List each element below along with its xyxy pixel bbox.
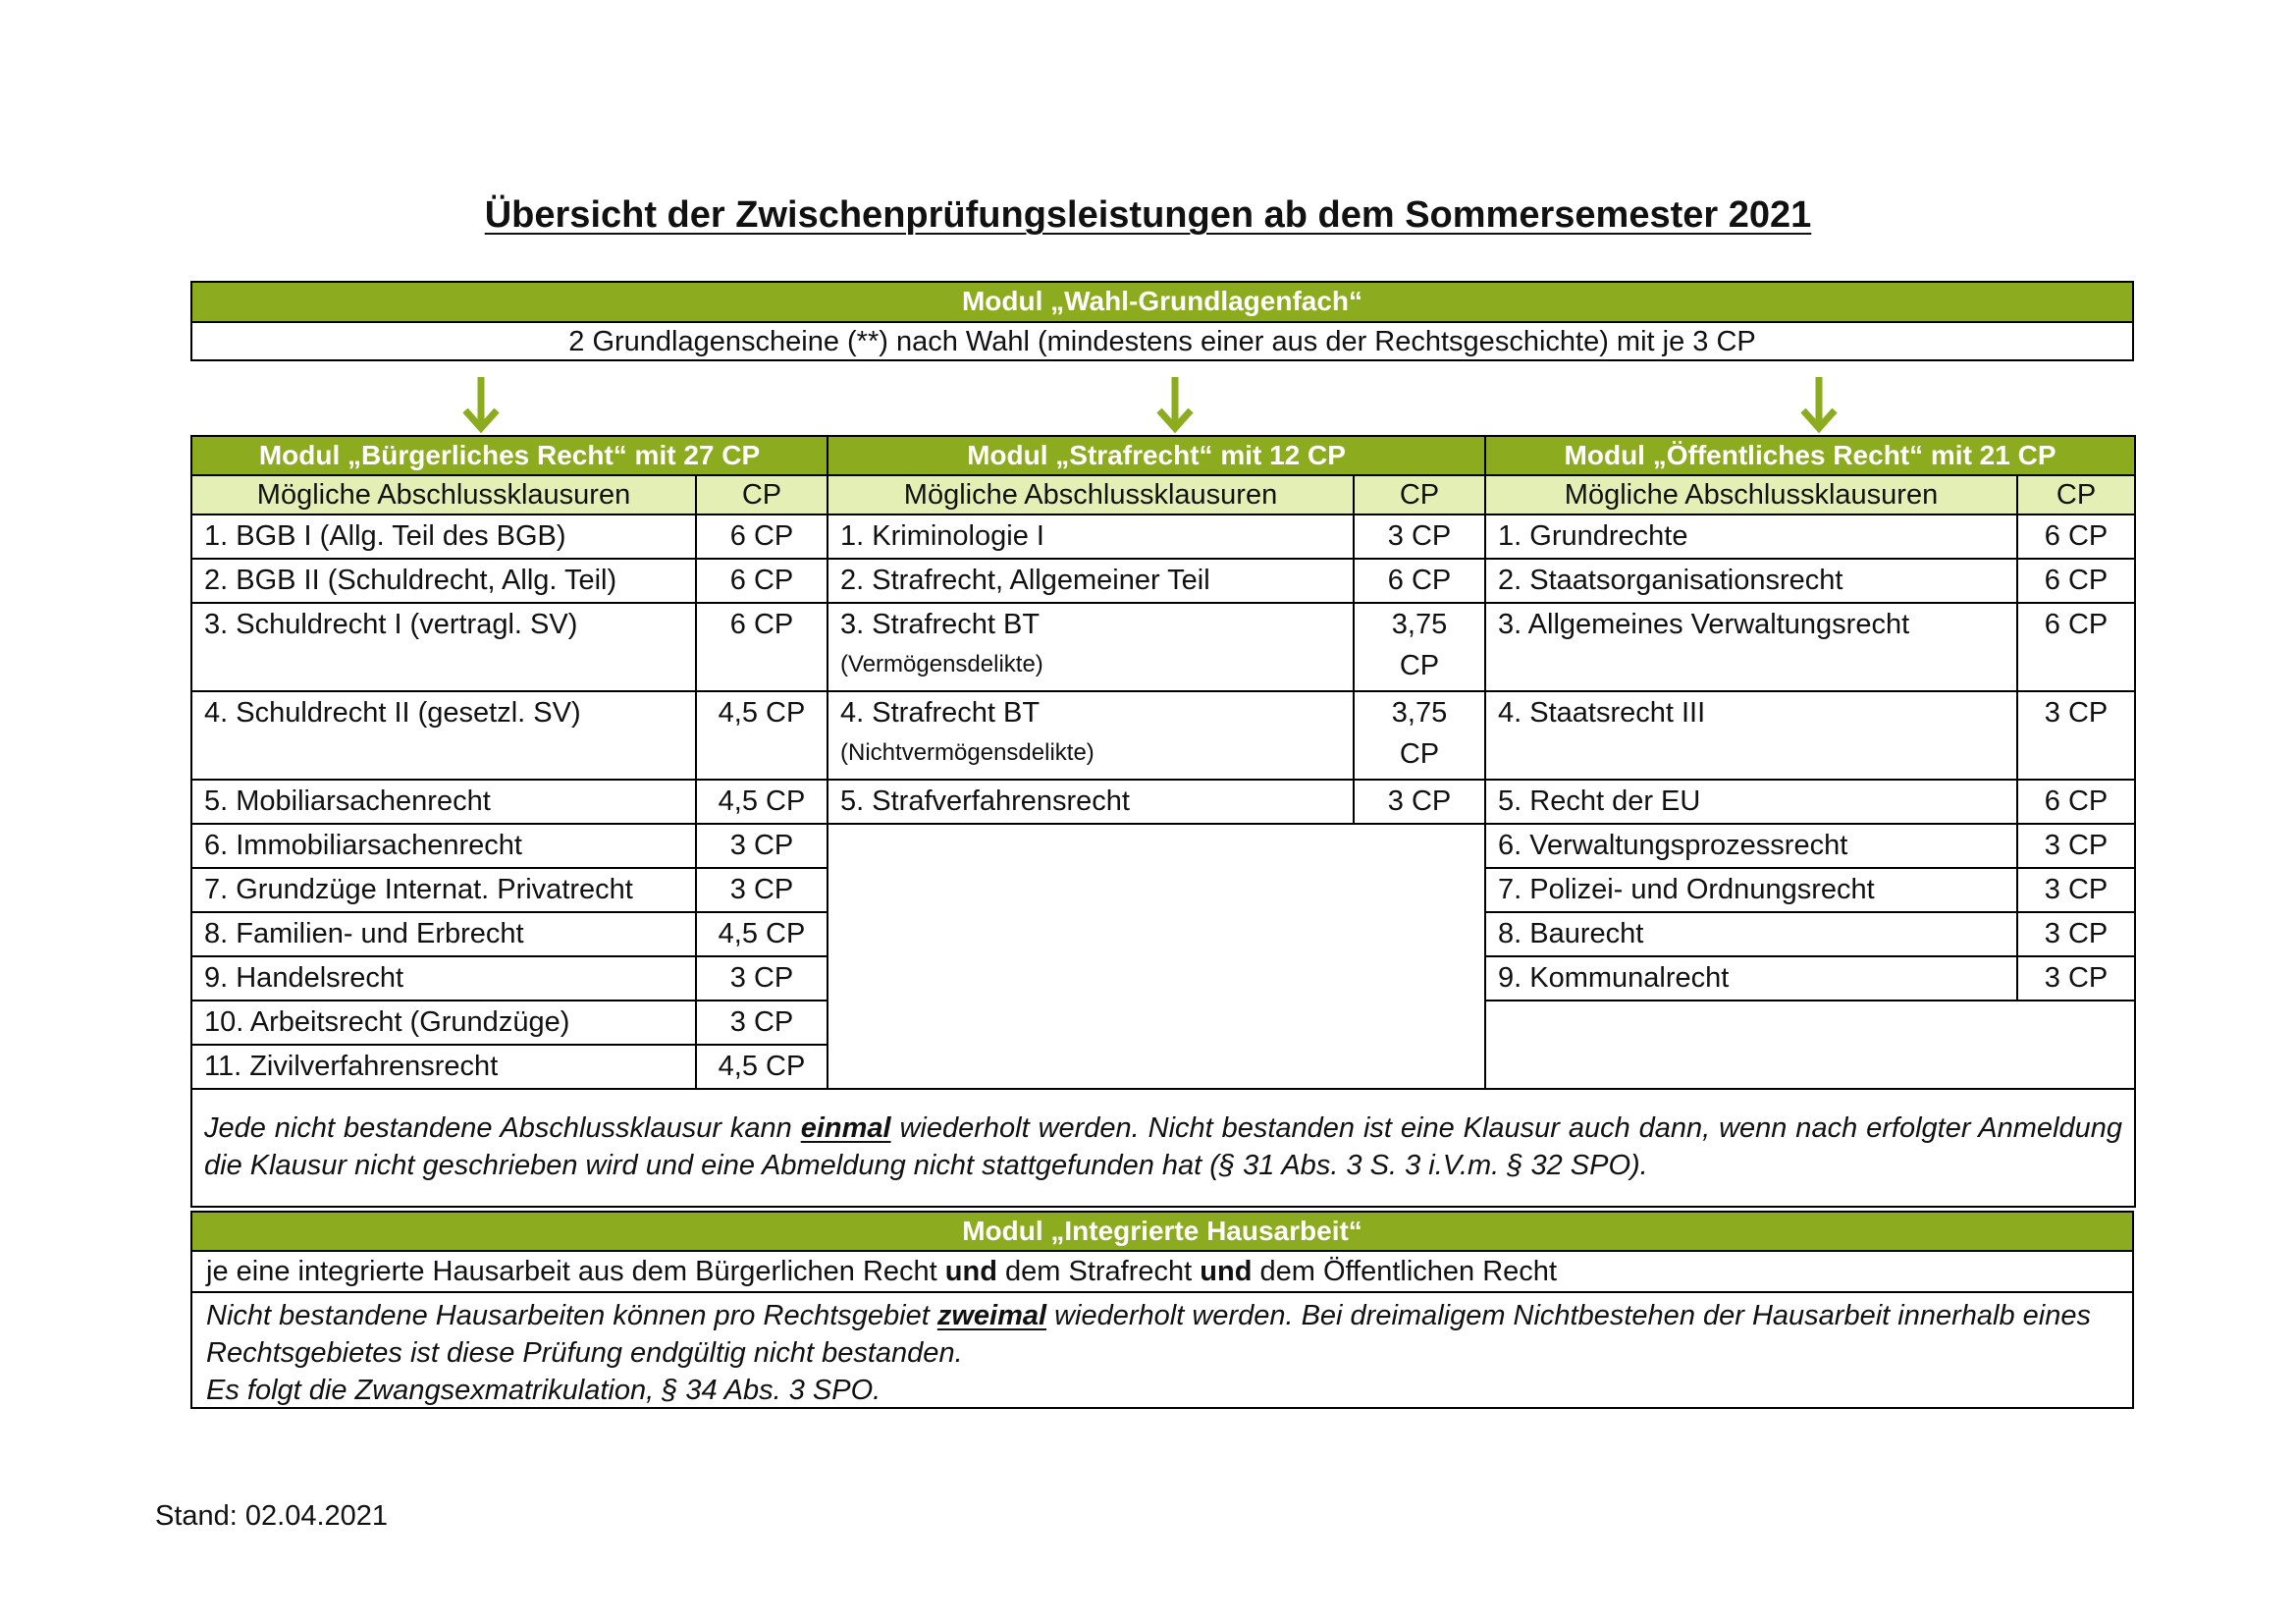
klausur-name: 3. Strafrecht BT (840, 609, 1041, 640)
klausur-cp: 3 CP (696, 868, 828, 912)
column-header-cp: CP (696, 475, 828, 514)
klausur-name: 1. Kriminologie I (828, 514, 1354, 559)
column-header-cp: CP (2017, 475, 2135, 514)
klausur-name-with-sub (828, 691, 1354, 780)
hausarbeit-note-text: Nicht bestandene Hausarbeiten können pro Rechtsgebiet (206, 1300, 937, 1331)
klausur-cp: 3 CP (1354, 514, 1485, 559)
hausarbeit-note-paragraph (206, 1297, 2118, 1372)
klausur-name: 6. Immobiliarsachenrecht (191, 824, 696, 868)
klausur-cp: 3 CP (1354, 780, 1485, 824)
klausur-cp: 6 CP (2017, 780, 2135, 824)
klausur-cp: 6 CP (696, 603, 828, 691)
repeat-note (191, 1089, 2135, 1207)
table-row (191, 603, 2135, 691)
arrow-down-icon (1155, 375, 1195, 434)
table-row (191, 824, 2135, 868)
klausur-cp: 4,5 CP (696, 1045, 828, 1089)
klausur-name: 2. Staatsorganisationsrecht (1485, 559, 2017, 603)
klausur-name: 1. Grundrechte (1485, 514, 2017, 559)
hausarbeit-text: dem Öffentlichen Recht (1252, 1256, 1557, 1287)
repeat-note-emphasis: einmal (800, 1112, 891, 1144)
klausur-name: 9. Kommunalrecht (1485, 956, 2017, 1001)
empty-cell (1485, 1001, 2135, 1089)
klausur-name: 11. Zivilverfahrensrecht (191, 1045, 696, 1089)
klausur-cp: 3 CP (2017, 868, 2135, 912)
klausur-name: 8. Baurecht (1485, 912, 2017, 956)
klausur-cp: 3 CP (696, 956, 828, 1001)
repeat-note-text: wiederholt werden. Nicht bestanden ist eine Klausur auch dann, wenn nach erfolgter Anmeldung die Klausur nicht geschrieben wird und eine Abmeldung nicht stattgefunden hat (§ 31 Abs. 3 S. 3 i.V.m. § 32 SPO). (204, 1112, 2123, 1181)
table-row (191, 559, 2135, 603)
klausur-name: 5. Recht der EU (1485, 780, 2017, 824)
stand-date: Stand: 02.04.2021 (155, 1500, 389, 1532)
modules-table (190, 435, 2136, 1208)
column-header-cp: CP (1354, 475, 1485, 514)
klausur-name: 2. Strafrecht, Allgemeiner Teil (828, 559, 1354, 603)
column-header-klausuren: Mögliche Abschlussklausuren (828, 475, 1354, 514)
hausarbeit-note-emphasis: zweimal (936, 1300, 1047, 1331)
klausur-name: 1. BGB I (Allg. Teil des BGB) (191, 514, 696, 559)
hausarbeit-note-line2: Es folgt die Zwangsexmatrikulation, § 34 Abs. 3 SPO. (206, 1375, 881, 1406)
module-header-strafrecht: Modul „Strafrecht“ mit 12 CP (828, 436, 1485, 475)
klausur-cp: 6 CP (2017, 559, 2135, 603)
klausur-cp: 6 CP (2017, 603, 2135, 691)
hausarbeit-module (190, 1211, 2134, 1409)
klausur-name: 9. Handelsrecht (191, 956, 696, 1001)
klausur-name: 5. Mobiliarsachenrecht (191, 780, 696, 824)
klausur-cp: 6 CP (696, 514, 828, 559)
klausur-cp: 3,75 CP (1354, 691, 1485, 780)
klausur-name: 10. Arbeitsrecht (Grundzüge) (191, 1001, 696, 1045)
klausur-cp: 4,5 CP (696, 691, 828, 780)
klausur-name: 2. BGB II (Schuldrecht, Allg. Teil) (191, 559, 696, 603)
page-title: Übersicht der Zwischenprüfungsleistungen ab dem Sommersemester 2021 (484, 194, 1812, 236)
klausur-name: 7. Polizei- und Ordnungsrecht (1485, 868, 2017, 912)
klausur-name: 8. Familien- und Erbrecht (191, 912, 696, 956)
klausur-name: 5. Strafverfahrensrecht (828, 780, 1354, 824)
hausarbeit-und: und (1200, 1256, 1253, 1287)
wahl-grundlagenfach-module (190, 281, 2134, 361)
klausur-cp: 6 CP (2017, 514, 2135, 559)
klausur-cp: 3,75 CP (1354, 603, 1485, 691)
table-row (191, 514, 2135, 559)
hausarbeit-text: je eine integrierte Hausarbeit aus dem Bürgerlichen Recht (206, 1256, 945, 1287)
arrow-down-icon (461, 375, 501, 434)
wahl-module-header: Modul „Wahl-Grundlagenfach“ (192, 283, 2132, 323)
klausur-name: 7. Grundzüge Internat. Privatrecht (191, 868, 696, 912)
klausur-cp: 3 CP (2017, 691, 2135, 780)
hausarbeit-note (192, 1293, 2132, 1415)
klausur-cp: 3 CP (696, 1001, 828, 1045)
module-header-buergerliches-recht: Modul „Bürgerliches Recht“ mit 27 CP (191, 436, 828, 475)
repeat-note-text: Jede nicht bestandene Abschlussklausur kann (204, 1112, 801, 1144)
arrow-down-icon (1799, 375, 1839, 434)
table-row (191, 691, 2135, 780)
hausarbeit-module-header: Modul „Integrierte Hausarbeit“ (192, 1213, 2132, 1252)
module-header-oeffentliches-recht: Modul „Öffentliches Recht“ mit 21 CP (1485, 436, 2135, 475)
repeat-note-row (191, 1089, 2135, 1207)
klausur-subtitle: (Nichtvermögensdelikte) (840, 739, 1095, 766)
table-row (191, 780, 2135, 824)
klausur-cp: 4,5 CP (696, 912, 828, 956)
klausur-name: 4. Schuldrecht II (gesetzl. SV) (191, 691, 696, 780)
klausur-cp: 4,5 CP (696, 780, 828, 824)
klausur-cp: 6 CP (1354, 559, 1485, 603)
klausur-name: 3. Allgemeines Verwaltungsrecht (1485, 603, 2017, 691)
hausarbeit-text: dem Strafrecht (996, 1256, 1201, 1287)
klausur-cp: 3 CP (2017, 824, 2135, 868)
column-header-klausuren: Mögliche Abschlussklausuren (191, 475, 696, 514)
klausur-name: 4. Staatsrecht III (1485, 691, 2017, 780)
klausur-cp: 3 CP (696, 824, 828, 868)
klausur-cp: 3 CP (2017, 912, 2135, 956)
wahl-module-text: 2 Grundlagenscheine (**) nach Wahl (mindestens einer aus der Rechtsgeschichte) mit je 3 CP (568, 326, 1756, 357)
klausur-cp: 6 CP (696, 559, 828, 603)
empty-cell (828, 824, 1485, 1089)
klausur-name: 3. Schuldrecht I (vertragl. SV) (191, 603, 696, 691)
klausur-name-with-sub (828, 603, 1354, 691)
klausur-cp: 3 CP (2017, 956, 2135, 1001)
klausur-subtitle: (Vermögensdelikte) (840, 651, 1043, 677)
hausarbeit-note-text: wiederholt werden. Bei dreimaligem Nichtbestehen der Hausarbeit innerhalb eines Rechtsgebietes ist diese Prüfung endgültig nicht bestanden. (206, 1300, 2091, 1369)
hausarbeit-requirement (192, 1252, 2132, 1293)
hausarbeit-und: und (944, 1256, 997, 1287)
column-header-klausuren: Mögliche Abschlussklausuren (1485, 475, 2017, 514)
klausur-name: 6. Verwaltungsprozessrecht (1485, 824, 2017, 868)
klausur-name: 4. Strafrecht BT (840, 697, 1041, 729)
